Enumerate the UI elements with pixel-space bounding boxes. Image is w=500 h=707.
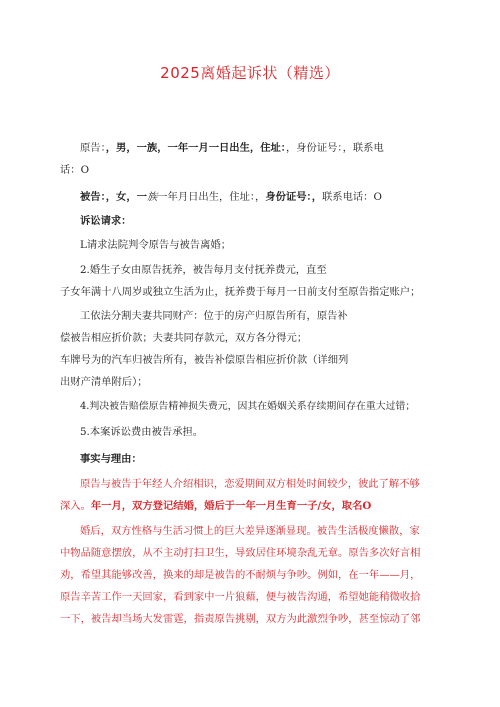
facts-p2-line-1: 婚后，双方性格与生活习惯上的巨大差异逐渐显现。被告生活极度懒散，家: [80, 525, 420, 537]
claim-2-line-1: 2.婚生子女由原告抚养，被告每月支付抚养费元，直至: [80, 264, 327, 276]
document-title: 2025离婚起诉状（精选）: [160, 64, 340, 82]
plaintiff-line-1: [80, 141, 384, 155]
plaintiff-info-rest: ，身份证号：，联系电: [285, 142, 384, 154]
claim-3-line-3: 车牌号为的汽车归被告所有，被告补偿原告相应折价款（详细列: [60, 354, 349, 366]
claim-4: 4.判决被告赔偿原告精神损失费元，因其在婚姻关系存续期间存在重大过错；: [80, 401, 416, 412]
facts-p1-marriage: 年一月，双方登记结婚，婚后于一年一月生育一子/女，取名O: [90, 500, 372, 512]
claim-5: 5.本案诉讼费由被告承担。: [80, 426, 204, 438]
defendant-id: 身份证号：，: [265, 191, 322, 203]
defendant-phone: 联系电话：O: [322, 191, 382, 203]
facts-p2-line-4: 原告辛苦工作一天回家，看到家中一片狼藉，便与被告沟通，希望她能稍微收拾: [60, 591, 421, 603]
plaintiff-line-2: 话：O: [60, 164, 90, 176]
defendant-line: [80, 190, 382, 204]
facts-p1-lead: 深入。: [60, 500, 91, 512]
claim-3-line-2: 偿被告相应折价款；夫妻共同存款元，双方各分得元；: [60, 332, 308, 344]
defendant-birth: 一年月日出生，住址：，: [157, 191, 266, 203]
claims-heading: 诉讼请求：: [80, 215, 132, 227]
claim-3-line-4: 出财产清单附后）；: [60, 376, 148, 388]
facts-p1-line-1: 原告与被告于年经人介绍相识，恋爱期间双方相处时间较少，彼此了解不够: [80, 478, 420, 490]
defendant-ethnicity: 族: [146, 191, 158, 203]
plaintiff-info-bold: ，男，一族，一年一月一日出生，住址：: [105, 142, 286, 154]
defendant-label: 被告：: [80, 191, 106, 203]
claim-1: L请求法院判令原告与被告离婚；: [80, 239, 231, 251]
facts-p2-line-5: 一下，被告却当场大发雷霆，指责原告挑剔，双方为此激烈争吵，甚至惊动了邻: [60, 613, 421, 625]
claim-2-line-2: 子女年满十八周岁或独立生活为止，抚养费于每月一日前支付至原告指定账户；: [60, 286, 421, 298]
plaintiff-label: 原告：: [80, 142, 106, 154]
claim-3-line-1: 工依法分割夫妻共同财产：位于的房产归原告所有，原告补: [80, 310, 348, 322]
facts-p2-line-3: 劝，希望其能够改善，换来的却是被告的不耐烦与争吵。例如，在一年——月，: [60, 569, 421, 581]
facts-p1-line-2: [60, 499, 371, 513]
facts-p2-line-2: 中物品随意摆放，从不主动打扫卫生，导致居住环境杂乱无章。原告多次好言相: [60, 547, 421, 559]
facts-heading: 事实与理由：: [80, 453, 142, 465]
defendant-gender: ，女，一: [105, 191, 147, 203]
